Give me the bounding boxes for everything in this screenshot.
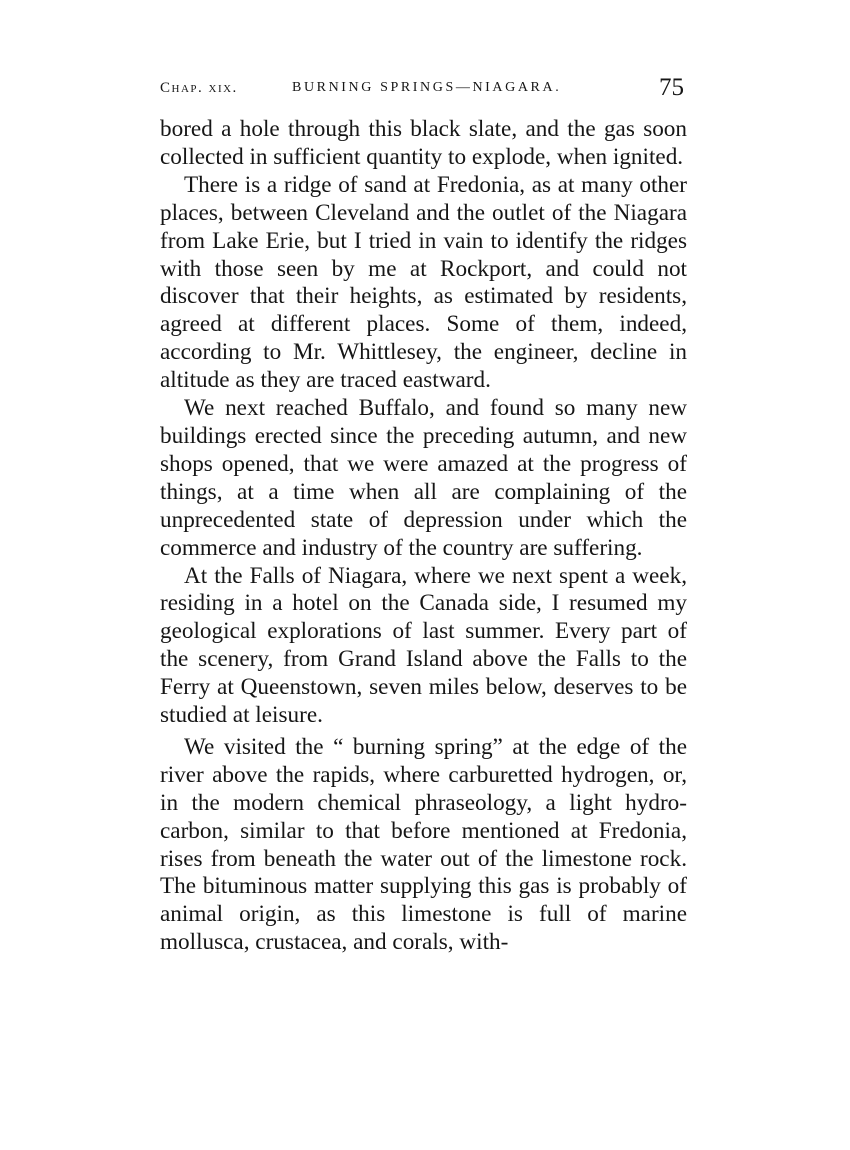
- body-text: [160, 116, 687, 957]
- paragraph-4: At the Falls of Niagara, where we next spent a week, residing in a hotel on the Canada side, I resumed my geological explorations of last summer. Every part of the scenery, from Grand Island above the Falls to the Ferry at Queenstown, seven miles below, deserves to be studied at leisure.: [160, 562, 687, 729]
- running-header: [160, 74, 684, 104]
- paragraph-3: We next reached Buffalo, and found so many new buildings erected since the preceding autumn, and new shops opened, that we were amazed at the progress of things, at a time when all are complaining of the unprecedented state of depression under which the commerce and industry of the country are suffering.: [160, 395, 687, 561]
- page-number: 75: [659, 74, 684, 101]
- running-title: BURNING SPRINGS—NIAGARA.: [292, 80, 562, 95]
- chapter-label: Chap. xix.: [160, 80, 238, 96]
- paragraph-1: bored a hole through this black slate, and the gas soon collected in sufficient quantity to explode, when ignited.: [160, 116, 687, 170]
- paragraph-2: There is a ridge of sand at Fredonia, as at many other places, between Cleveland and the outlet of the Niagara from Lake Erie, but I tried in vain to identify the ridges with those seen by me at Rockport, and could not discover that their heights, as estimated by residents, agreed at different places. Some of them, indeed, according to Mr. Whittlesey, the engineer, decline in altitude as they are traced eastward.: [160, 171, 687, 394]
- paragraph-5: We visited the “ burning spring” at the edge of the river above the rapids, where carburetted hydrogen, or, in the modern chemical phraseology, a light hydro-carbon, similar to that before mentioned at Fredonia, rises from beneath the water out of the limestone rock. The bituminous matter supplying this gas is probably of animal origin, as this limestone is full of marine mollusca, crustacea, and corals, with-: [160, 733, 687, 956]
